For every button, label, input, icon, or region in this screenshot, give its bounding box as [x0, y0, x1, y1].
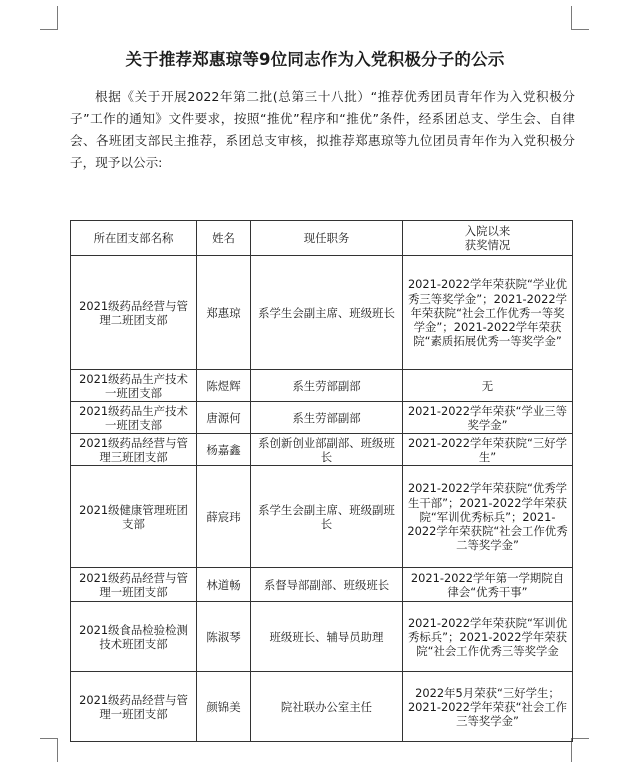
table-row — [71, 672, 573, 742]
table-row — [71, 402, 573, 434]
header-name: 姓名 — [197, 221, 251, 256]
cell-name: 颜锦美 — [197, 672, 251, 742]
cell-position: 系学生会副主席、班级班长 — [251, 256, 403, 370]
cell-branch: 2021级食品检验检测技术班团支部 — [71, 602, 197, 672]
crop-mark-top-right-h — [571, 29, 589, 30]
cell-branch: 2021级药品经营与管理一班团支部 — [71, 672, 197, 742]
intro-paragraph: 根据《关于开展2022年第二批(总第三十八批）“推荐优秀团员青年作为入党积极分子”工作的通知》文件要求，按照“推优”程序和“推优”条件，经系团总支、学生会、自律会、各班团支部民主推荐，系团总支审核，拟推荐郑惠琼等九位团员青年作为入党积极分子，现予以公示: — [70, 89, 575, 170]
header-position: 现任职务 — [251, 221, 403, 256]
cell-awards: 2021-2022学年荣获院“学业优秀三等奖学金”；2021-2022学年荣获院“社会工作优秀一等奖学金”；2021-2022学年荣获院“素质拓展优秀一等奖学金” — [403, 256, 573, 370]
cell-awards: 2022年5月荣获“三好学生；2021-2022学年荣获“社会工作三等奖学金” — [403, 672, 573, 742]
cell-branch: 2021级健康管理班团支部 — [71, 466, 197, 568]
cell-position: 系督导部副部、班级班长 — [251, 568, 403, 602]
cell-name: 杨嘉鑫 — [197, 434, 251, 466]
table-row — [71, 370, 573, 402]
cell-name: 郑惠琼 — [197, 256, 251, 370]
cell-position: 系创新创业部副部、班级班长 — [251, 434, 403, 466]
cell-branch: 2021级药品经营与管理一班团支部 — [71, 568, 197, 602]
crop-mark-top-left-h — [40, 29, 58, 30]
table-row — [71, 466, 573, 568]
table-row — [71, 256, 573, 370]
cell-awards: 2021-2022学年荣获院“三好学生” — [403, 434, 573, 466]
cell-branch: 2021级药品生产技术一班团支部 — [71, 370, 197, 402]
header-awards: 入院以来 获奖情况 — [403, 221, 573, 256]
document-title: 关于推荐郑惠琼等9位同志作为入党积极分子的公示 — [125, 50, 505, 69]
cell-branch: 2021级药品经营与管理三班团支部 — [71, 434, 197, 466]
cell-position: 院社联办公室主任 — [251, 672, 403, 742]
cell-position: 系生劳部副部 — [251, 370, 403, 402]
cell-name: 陈淑琴 — [197, 602, 251, 672]
cell-name: 陈煜辉 — [197, 370, 251, 402]
crop-mark-bottom-left-h — [40, 738, 58, 739]
cell-awards: 2021-2022学年荣获院“优秀学生干部”；2021-2022学年荣获院“军训优秀标兵”；2021-2022学年荣获院“社会工作优秀二等奖学金” — [403, 466, 573, 568]
candidate-table — [70, 220, 573, 742]
crop-mark-top-right-v — [571, 6, 572, 30]
cell-awards: 2021-2022学年荣获院“军训优秀标兵”；2021-2022学年荣获院“社会工作优秀三等奖学金 — [403, 602, 573, 672]
table-row — [71, 568, 573, 602]
cell-position: 系学生会副主席、班级副班长 — [251, 466, 403, 568]
cell-position: 班级班长、辅导员助理 — [251, 602, 403, 672]
cell-name: 唐源何 — [197, 402, 251, 434]
cell-branch: 2021级药品经营与管理二班团支部 — [71, 256, 197, 370]
header-branch: 所在团支部名称 — [71, 221, 197, 256]
crop-mark-bottom-right-h — [571, 738, 589, 739]
table-row — [71, 434, 573, 466]
table-header-row — [71, 221, 573, 256]
cell-name: 薛宸玮 — [197, 466, 251, 568]
cell-name: 林道畅 — [197, 568, 251, 602]
cell-position: 系生劳部副部 — [251, 402, 403, 434]
cell-awards: 2021-2022学年荣获“学业三等奖学金” — [403, 402, 573, 434]
crop-mark-top-left-v — [57, 6, 58, 30]
cell-awards: 无 — [403, 370, 573, 402]
table-row — [71, 602, 573, 672]
crop-mark-bottom-left-v — [57, 738, 58, 762]
cell-branch: 2021级药品生产技术一班团支部 — [71, 402, 197, 434]
cell-awards: 2021-2022学年第一学期院自律会“优秀干事” — [403, 568, 573, 602]
